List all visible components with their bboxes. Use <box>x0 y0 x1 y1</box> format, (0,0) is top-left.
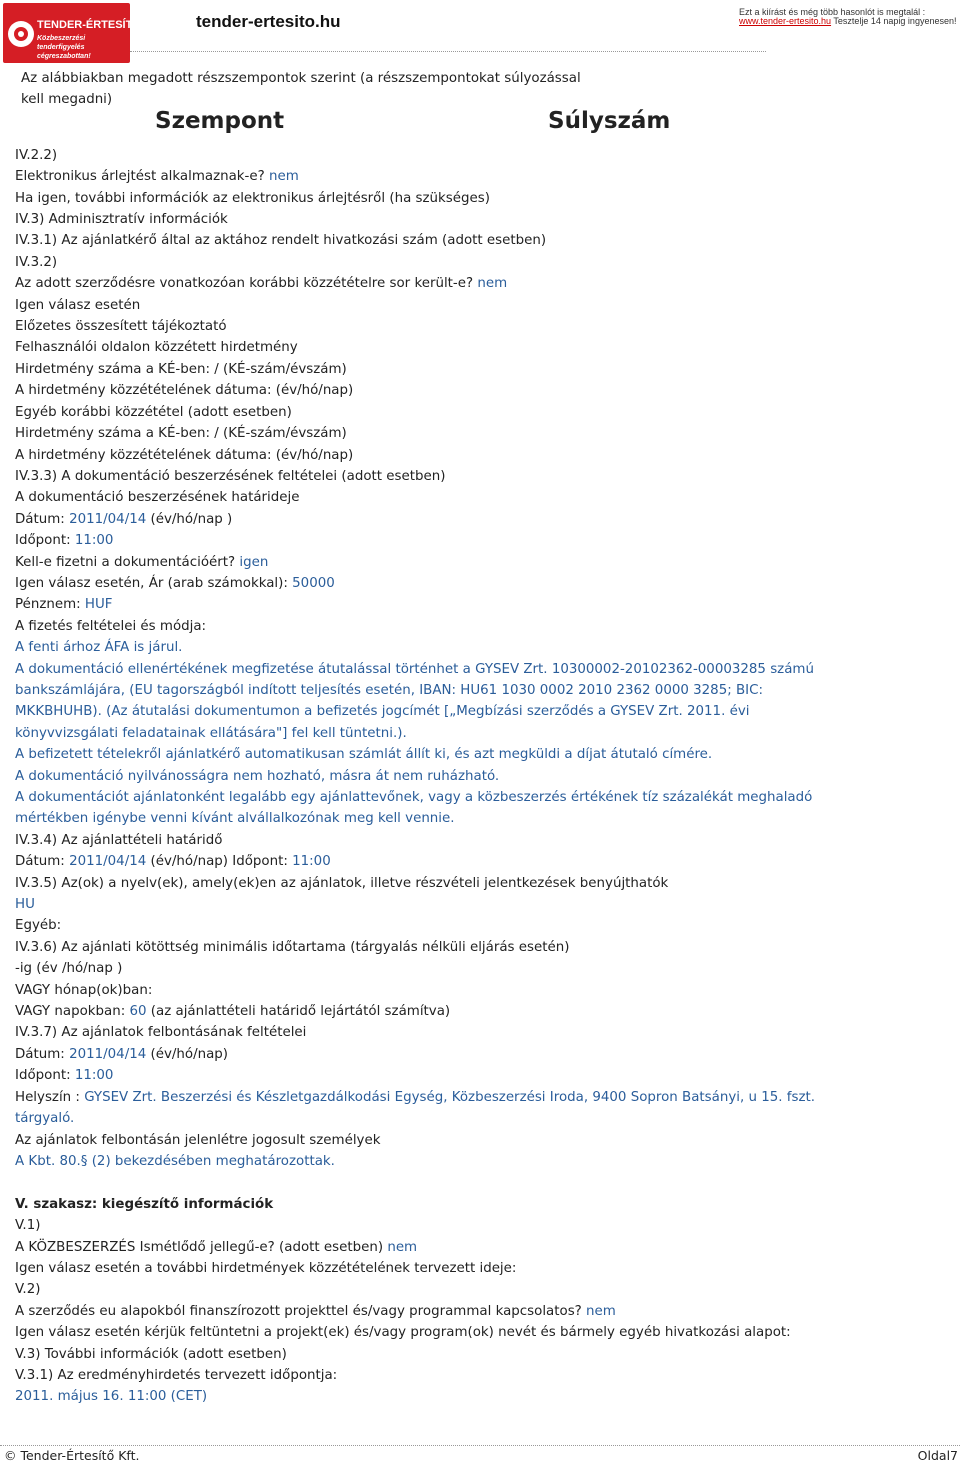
intro-text: Az alábbiakban megadott részszempontok szerint (a részszempontokat súlyozással kell megadni) <box>21 71 581 108</box>
deadline-line: Dátum: 2011/04/14 (év/hó/nap) Időpont: 11:00 <box>15 854 331 870</box>
section-number: V.1) <box>15 1218 41 1234</box>
time-line: Időpont: 11:00 <box>15 1068 114 1084</box>
days-value: 60 <box>129 1004 147 1020</box>
text-line: -ig (év /hó/nap ) <box>15 961 123 977</box>
text-line: A dokumentáció beszerzésének határideje <box>15 490 300 506</box>
promo-line1: Ezt a kiírást és még több hasonlót is megtalál : <box>739 7 926 17</box>
language-value: HU <box>15 897 35 913</box>
payment-text: A fenti árhoz ÁFA is járul. <box>15 640 183 656</box>
answer-value: igen <box>239 554 269 570</box>
text-line: A szerződés eu alapokból finanszírozott projekttel és/vagy programmal kapcsolatos? nem <box>15 1303 616 1319</box>
text-line: Ha igen, további információk az elektronikus árlejtésről (ha szükséges) <box>15 190 490 206</box>
section-heading: V.3) További információk (adott esetben) <box>15 1346 287 1362</box>
answer-value: nem <box>269 169 299 185</box>
criteria-table-header <box>15 107 775 145</box>
price-line: Igen válasz esetén, Ár (arab számokkal): 50000 <box>15 575 335 591</box>
site-title: tender-ertesito.hu <box>196 12 341 31</box>
text-line: Hirdetmény száma a KÉ-ben: / (KÉ-szám/évszám) <box>15 361 347 377</box>
document-body <box>15 68 816 1408</box>
days-line: VAGY napokban: 60 (az ajánlattételi határidő lejártától számítva) <box>15 1004 451 1020</box>
price-value: 50000 <box>292 575 335 591</box>
payment-text: A dokumentációt ajánlatonként legalább egy ajánlattevőnek, vagy a közbeszerzés értékének tíz százalékát meghaladó <box>15 790 813 805</box>
page-number: Oldal7 <box>917 1448 958 1463</box>
text-line: Hirdetmény száma a KÉ-ben: / (KÉ-szám/évszám) <box>15 426 347 442</box>
text-line: Egyéb korábbi közzététel (adott esetben) <box>15 404 292 420</box>
promo-line2: Tesztelje 14 napig ingyenesen! <box>831 16 957 26</box>
currency-line: Pénznem: HUF <box>15 597 113 613</box>
location-value: GYSEV Zrt. Beszerzési és Készletgazdálkodási Egység, Közbeszerzési Iroda, 9400 Sopron Batsányi, u 15. fszt. <box>84 1089 816 1105</box>
text-line: Az adott szerződésre vonatkozóan korábbi közzétételre sor került-e? nem <box>15 276 508 292</box>
answer-value: nem <box>477 276 508 292</box>
date-line: Dátum: 2011/04/14 (év/hó/nap) <box>15 1046 229 1062</box>
attendees-value: A Kbt. 80.§ (2) bekezdésében meghatározottak. <box>15 1153 335 1169</box>
payment-text: könyvvizsgálati feladatainak ellátására"] fel kell tüntetni.). <box>15 725 407 741</box>
text-line: A hirdetmény közzétételének dátuma: (év/hó/nap) <box>15 447 354 463</box>
text-line: Elektronikus árlejtést alkalmaznak-e? nem <box>15 169 299 185</box>
section-number: IV.2.2) <box>15 147 58 163</box>
answer-value: nem <box>586 1303 616 1319</box>
text-line: Igen válasz esetén <box>15 297 141 313</box>
text-line: Igen válasz esetén kérjük feltüntetni a projekt(ek) és/vagy program(ok) nevét és bármely egyéb hivatkozási alapot: <box>15 1325 791 1341</box>
result-date-value: 2011. május 16. 11:00 (CET) <box>15 1389 208 1405</box>
section-heading: IV.3) Adminisztratív információk <box>15 212 228 228</box>
date-value: 2011/04/14 <box>69 854 147 870</box>
logo-name: TENDER-ÉRTESÍTŐ.hu <box>37 19 158 31</box>
location-value-cont: tárgyaló. <box>15 1111 75 1127</box>
section-heading: V.3.1) Az eredményhirdetés tervezett időpontja: <box>15 1367 338 1383</box>
text-line: A fizetés feltételei és módja: <box>15 618 207 634</box>
text-line: A KÖZBESZERZÉS Ismétlődő jellegű-e? (adott esetben) nem <box>15 1239 418 1255</box>
section-number: IV.3.2) <box>15 254 58 270</box>
page-header <box>0 0 960 60</box>
text-line: Igen válasz esetén a további hirdetmények közzétételének tervezett ideje: <box>15 1260 517 1276</box>
text-line: Felhasználói oldalon közzétett hirdetmény <box>15 340 298 356</box>
payment-text: A befizetett tételekről ajánlatkérő automatikusan számlát állít ki, és azt megküldi a díjat átutaló címére. <box>15 747 713 763</box>
text-line: A hirdetmény közzétételének dátuma: (év/hó/nap) <box>15 383 354 399</box>
section-heading: IV.3.3) A dokumentáció beszerzésének feltételei (adott esetben) <box>15 468 446 484</box>
text-line: Előzetes összesített tájékoztató <box>15 319 227 335</box>
logo-tagline: Közbeszerzési tenderfigyelés cégreszabottan! <box>37 35 91 60</box>
time-line: Időpont: 11:00 <box>15 533 114 549</box>
weight-heading: Súlyszám <box>548 107 671 134</box>
answer-value: nem <box>387 1239 418 1255</box>
section-heading: IV.3.5) Az(ok) a nyelv(ek), amely(ek)en az ajánlatok, illetve részvételi jelentkezések benyújthatók <box>15 875 669 891</box>
payment-text: A dokumentáció nyilvánosságra nem hozható, másra át nem ruházható. <box>15 768 500 784</box>
section-heading: IV.3.4) Az ajánlattételi határidő <box>15 832 223 848</box>
promo-text <box>739 8 956 26</box>
time-value: 11:00 <box>292 854 331 870</box>
date-value: 2011/04/14 <box>69 1046 147 1062</box>
criterion-heading: Szempont <box>155 107 285 134</box>
site-logo[interactable] <box>3 3 158 63</box>
target-icon <box>8 21 34 47</box>
text-line: Kell-e fizetni a dokumentációért? igen <box>15 554 269 570</box>
time-value: 11:00 <box>74 533 114 549</box>
section-title: V. szakasz: kiegészítő információk <box>15 1196 274 1212</box>
section-heading: IV.3.6) Az ajánlati kötöttség minimális időtartama (tárgyalás nélküli eljárás esetén) <box>15 939 570 955</box>
date-value: 2011/04/14 <box>69 511 147 527</box>
copyright: © Tender-Értesítő Kft. <box>4 1448 140 1463</box>
payment-text: A dokumentáció ellenértékének megfizetése átutalással történhet a GYSEV Zrt. 10300002-20102362-00003285 számú <box>15 661 814 677</box>
payment-text: bankszámlájára, (EU tagországból indított teljesítés esetén, IBAN: HU61 1030 0002 2010 2362 0000 3285; BIC: <box>15 682 763 698</box>
section-heading: IV.3.1) Az ajánlatkérő által az aktához rendelt hivatkozási szám (adott esetben) <box>15 233 547 249</box>
header-divider <box>130 51 766 52</box>
date-line: Dátum: 2011/04/14 (év/hó/nap ) <box>15 511 233 527</box>
currency-value: HUF <box>84 597 113 613</box>
location-line: Helyszín : GYSEV Zrt. Beszerzési és Készletgazdálkodási Egység, Közbeszerzési Iroda, 9400 Sopron Batsányi, u 15. fszt. <box>15 1089 816 1105</box>
payment-text: mértékben igénybe venni kívánt alvállalkozónak meg kell vennie. <box>15 811 455 827</box>
section-heading: IV.3.7) Az ajánlatok felbontásának feltételei <box>15 1025 307 1041</box>
text-line: Egyéb: <box>15 918 62 934</box>
time-value: 11:00 <box>74 1068 114 1084</box>
section-number: V.2) <box>15 1282 41 1298</box>
payment-text: MKKBHUHB). (Az átutalási dokumentumon a befizetés jogcímét [„Megbízási szerződés a GYSEV Zrt. 2011. évi <box>15 704 750 720</box>
promo-link[interactable]: www.tender-ertesito.hu <box>739 16 832 26</box>
text-line: VAGY hónap(ok)ban: <box>15 982 153 998</box>
text-line: Az ajánlatok felbontásán jelenlétre jogosult személyek <box>15 1132 381 1148</box>
footer-divider <box>0 1445 960 1446</box>
